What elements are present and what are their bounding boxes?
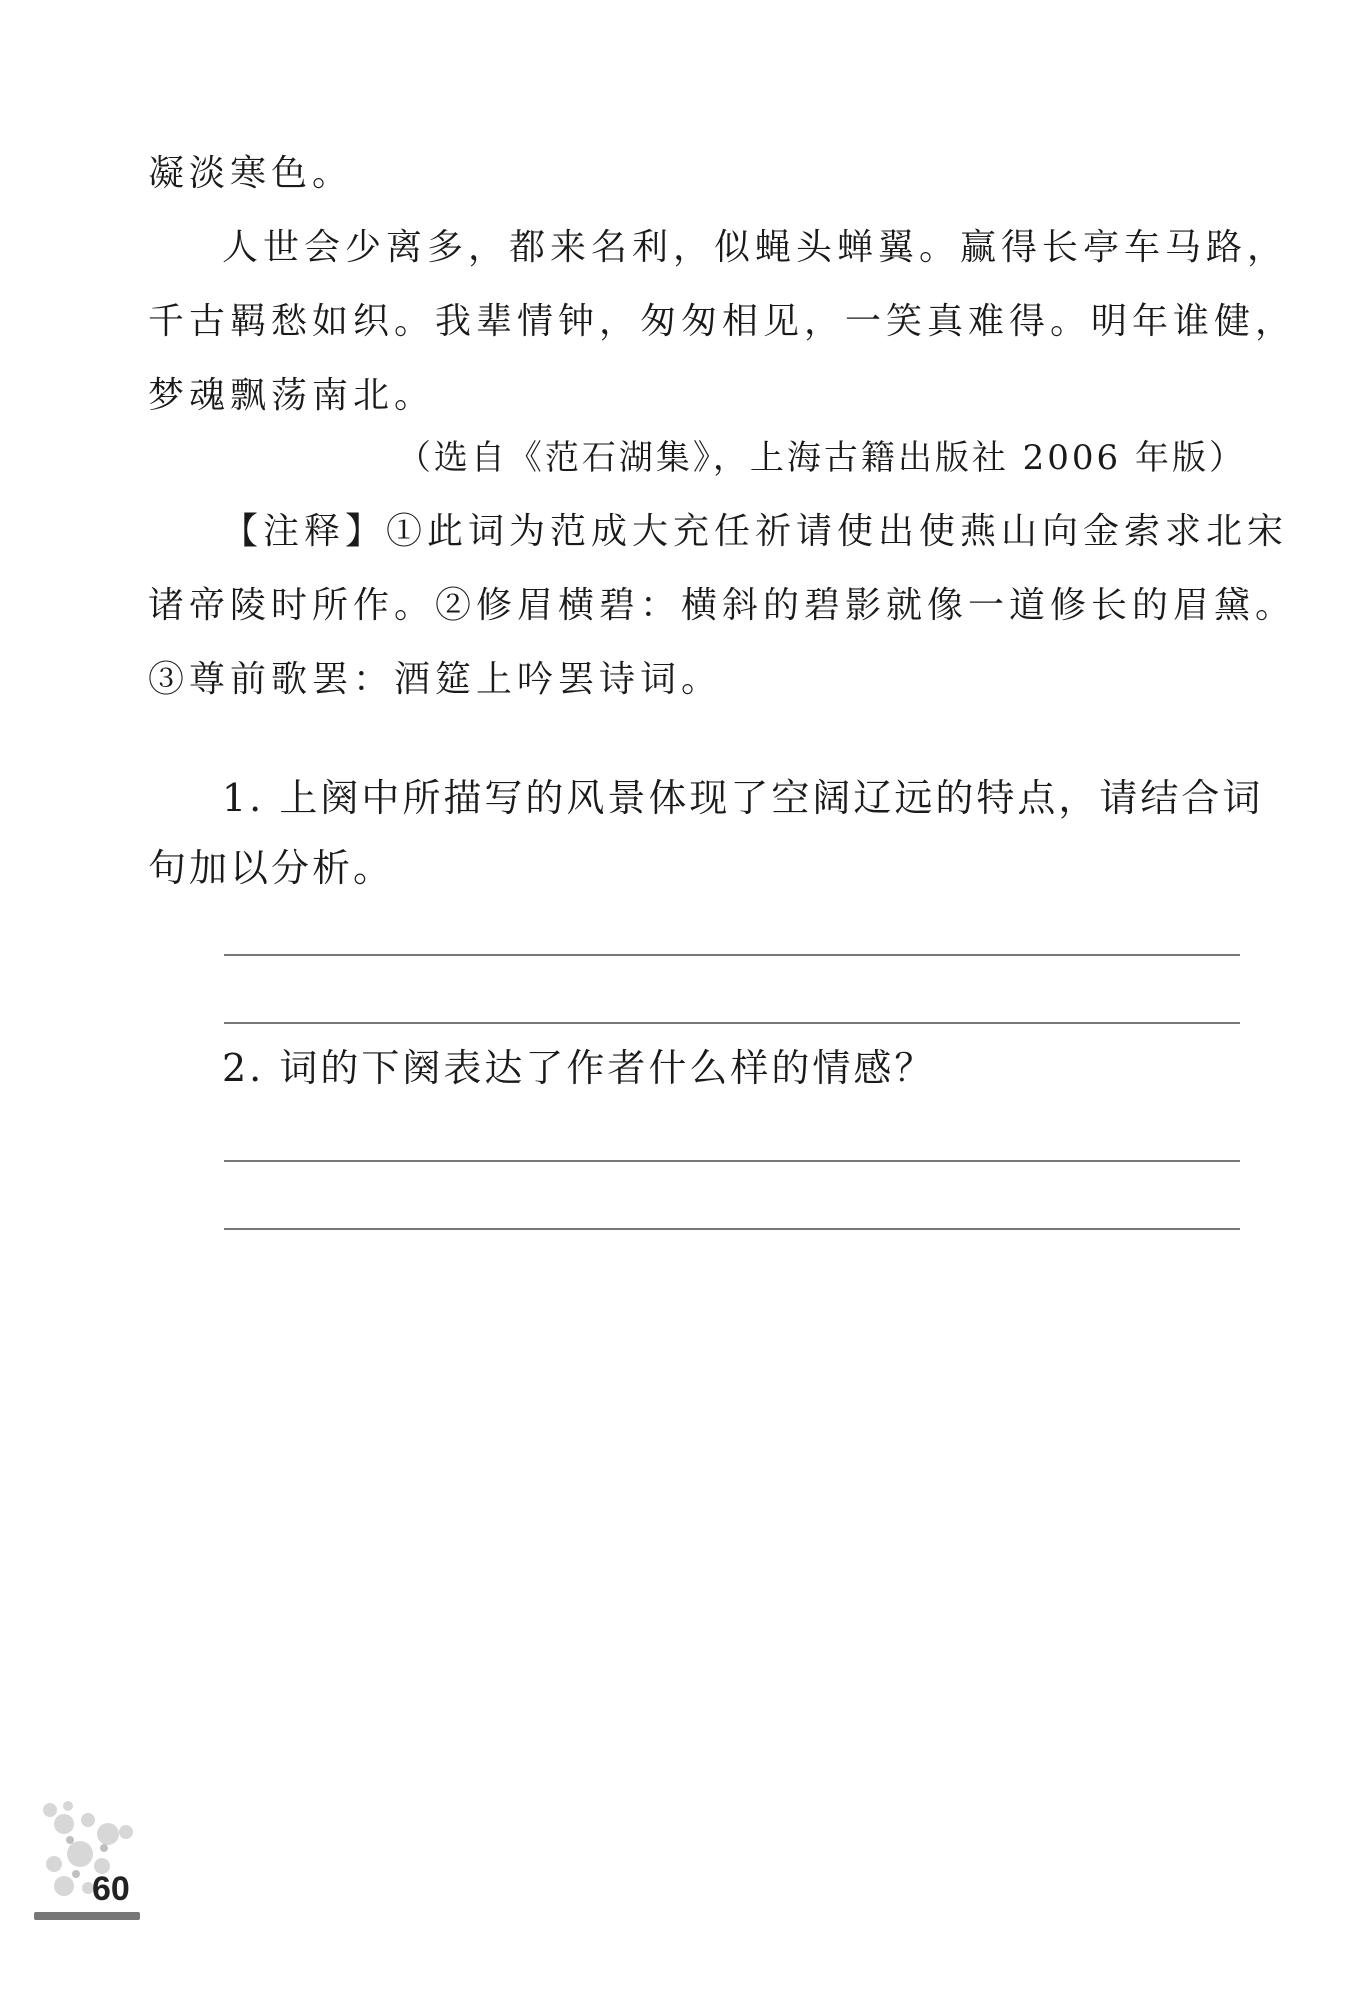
poem-line-4: 梦魂飘荡南北。 bbox=[148, 375, 436, 416]
question-1-line-1: 1. 上阕中所描写的风景体现了空阔辽远的特点，请结合词 bbox=[222, 776, 1264, 820]
poem-line-1: 凝淡寒色。 bbox=[148, 153, 354, 194]
annotation-line-2: 诸帝陵时所作。②修眉横碧：横斜的碧影就像一道修长的眉黛。 bbox=[148, 585, 1297, 626]
floral-decoration-icon bbox=[30, 1790, 150, 1910]
annotation-line-1: 【注释】①此词为范成大充任祈请使出使燕山向金索求北宋 bbox=[222, 511, 1289, 552]
annotation-line-3: ③尊前歌罢：酒筵上吟罢诗词。 bbox=[148, 659, 723, 700]
answer-line-1[interactable] bbox=[224, 954, 1240, 956]
answer-line-4[interactable] bbox=[224, 1228, 1240, 1230]
poem-line-2: 人世会少离多，都来名利，似蝇头蝉翼。赢得长亭车马路， bbox=[222, 227, 1289, 268]
question-1-line-2: 句加以分析。 bbox=[148, 846, 395, 890]
source-citation: （选自《范石湖集》，上海古籍出版社 2006 年版） bbox=[396, 438, 1246, 478]
poem-line-3: 千古羁愁如织。我辈情钟，匆匆相见，一笑真难得。明年谁健， bbox=[148, 301, 1297, 342]
page-number: 60 bbox=[92, 1870, 130, 1908]
question-2: 2. 词的下阕表达了作者什么样的情感？ bbox=[222, 1046, 936, 1090]
answer-line-2[interactable] bbox=[224, 1022, 1240, 1024]
answer-line-3[interactable] bbox=[224, 1160, 1240, 1162]
page-number-bar bbox=[34, 1912, 140, 1920]
